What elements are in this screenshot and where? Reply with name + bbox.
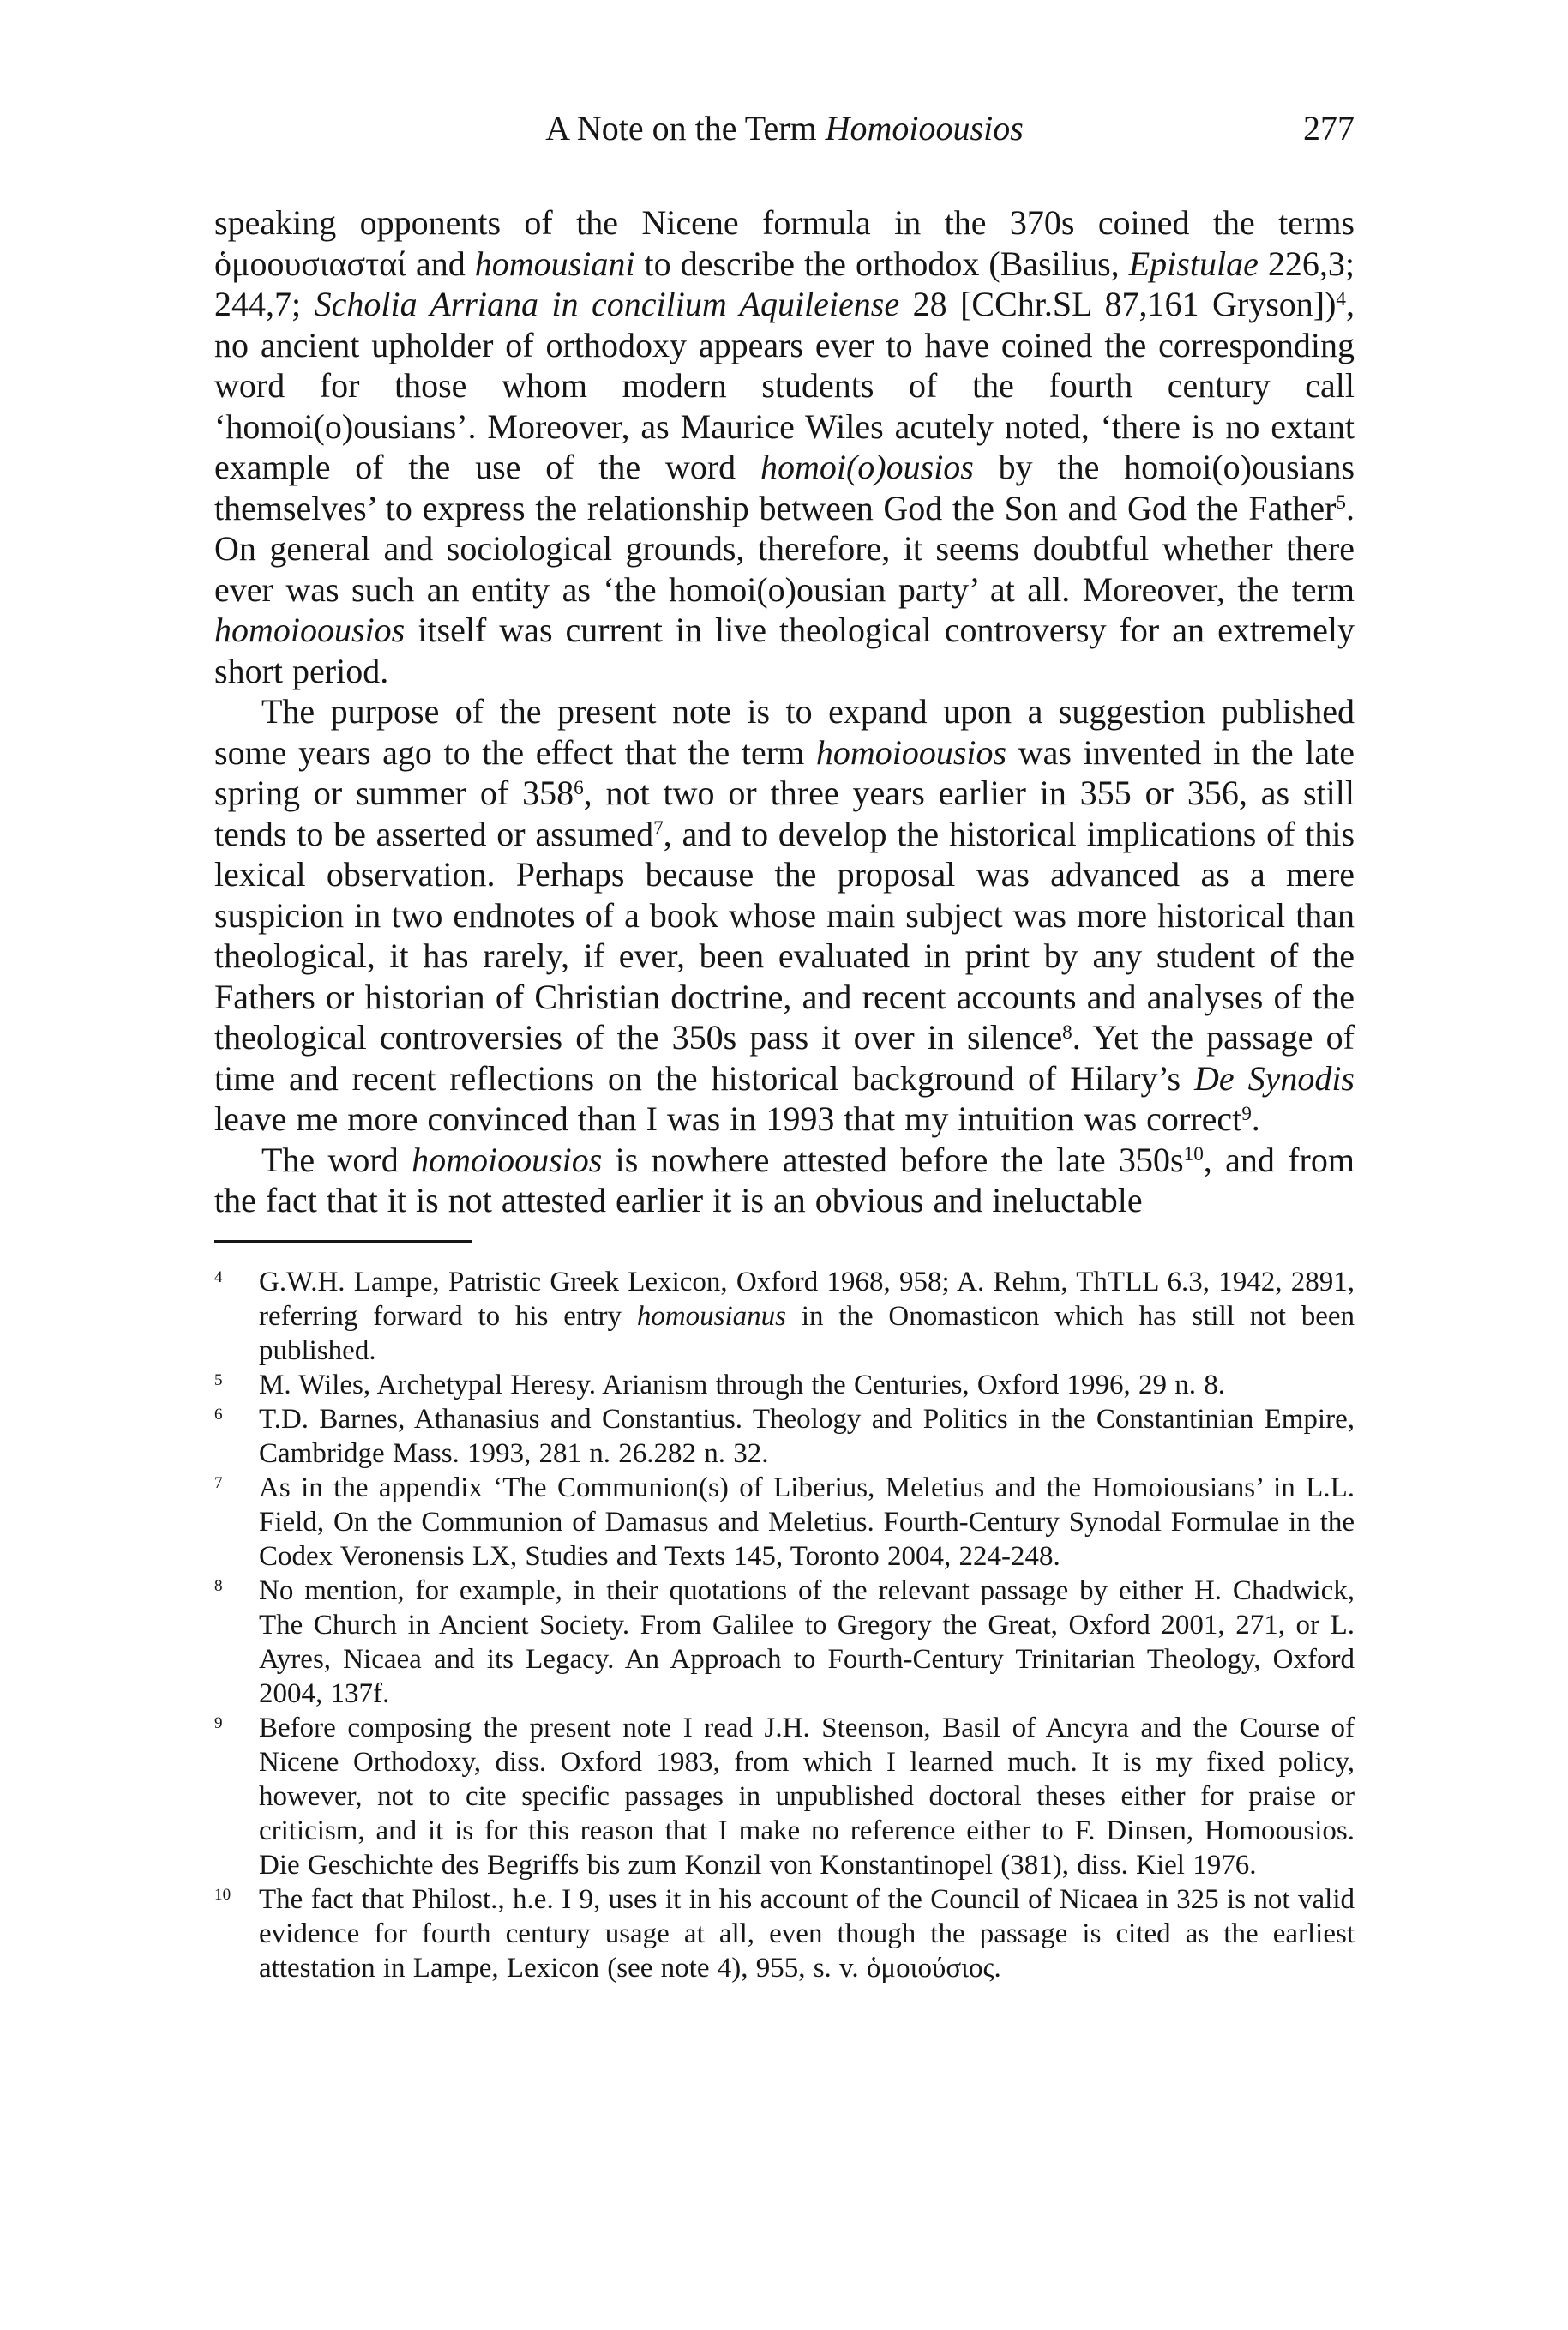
text-run: , and to develop the historical implications of this lexical observation. Perhaps because the proposal was advanced as a mere suspicion in two endnotes of a book whose main subject was more historical than theological, it has rarely, if ever, been evaluated in print by any student of the Fathers or historian of Christian doctrine, and recent accounts and analyses of the theological controversies of the 350s pass it over in silence xyxy=(214,814,1355,1057)
italic-text: homousianus xyxy=(636,1300,787,1332)
italic-text: homousiani xyxy=(474,244,635,283)
footnote-text xyxy=(259,1471,1355,1574)
italic-text: homoioousios xyxy=(214,611,406,649)
text-block xyxy=(214,108,1355,1985)
text-run: . xyxy=(1251,1099,1260,1138)
running-head xyxy=(214,108,1355,149)
text-run: No mention, for example, in their quotations of the relevant passage by either H. Chadwick, The Church in Ancient Society. From Galilee to Gregory the Great, Oxford 2001, 271, or L. Ayres, Nicaea and its Legacy. An Approach to Fourth-Century Trinitarian Theology, Oxford 2004, 137f. xyxy=(259,1574,1355,1709)
footnotes xyxy=(214,1265,1355,1985)
italic-text: De Synodis xyxy=(1194,1058,1355,1098)
text-run: , not two or three years earlier in 355 or 356, as still tends to be asserted or assumed xyxy=(214,774,1355,853)
italic-text: Scholia Arriana in concilium Aquileiense xyxy=(314,285,900,323)
footnote-number: 5 xyxy=(214,1370,223,1389)
footnote-ref: 10 xyxy=(1183,1143,1204,1166)
footnote-text xyxy=(259,1711,1355,1882)
paragraph xyxy=(214,1140,1355,1221)
footnote-ref: 8 xyxy=(1062,1021,1072,1044)
text-run: , and from the fact that it is not attested earlier it is an obvious and ineluctable xyxy=(214,1140,1355,1219)
text-run: T.D. Barnes, Athanasius and Constantius. Theology and Politics in the Constantinian Empire, Cambridge Mass. 1993, 281 n. 26.282 n. 32. xyxy=(259,1403,1355,1469)
text-run: The word xyxy=(261,1140,412,1179)
text-run: G.W.H. Lampe, Patristic Greek Lexicon, Oxford 1968, 958; A. Rehm, ThTLL 6.3, 1942, 2891, referring forward to his entry xyxy=(259,1266,1355,1332)
text-run: is nowhere attested before the late 350s xyxy=(602,1140,1184,1179)
footnote-number: 9 xyxy=(214,1713,223,1732)
footnote xyxy=(214,1265,1355,1368)
footnote-number: 6 xyxy=(214,1405,223,1424)
text-run: by the homoi(o)ousians themselves’ to express the relationship between God the Son and God the Father xyxy=(214,448,1355,527)
body-text xyxy=(214,202,1355,1221)
footnote-ref: 7 xyxy=(653,817,664,840)
text-run: As in the appendix ‘The Communion(s) of Liberius, Meletius and the Homoiousians’ in L.L. Field, On the Communion of Damasus and Meletius. Fourth-Century Synodal Formulae in the Codex Veronensis LX, Studies and Texts 145, Toronto 2004, 224-248. xyxy=(259,1472,1355,1572)
page-title xyxy=(545,109,1024,148)
text-run: Before composing the present note I read J.H. Steenson, Basil of Ancyra and the Course of Nicene Orthodoxy, diss. Oxford 1983, from which I learned much. It is my fixed policy, however, not to cite specific passages in unpublished doctoral theses either for praise or criticism, and it is for this reason that I make no reference either to F. Dinsen, Homoousios. Die Geschichte des Begriffs bis zum Konzil von Konstantinopel (381), diss. Kiel 1976. xyxy=(259,1712,1355,1881)
text-run: . On general and sociological grounds, therefore, it seems doubtful whether there ever was such an entity as ‘the homoi(o)ousian party’ at all. Moreover, the term xyxy=(214,488,1355,609)
footnote xyxy=(214,1368,1355,1402)
text-run: The purpose of the present note is to expand upon a suggestion published some years ago to the effect that the term xyxy=(214,692,1355,772)
footnote xyxy=(214,1574,1355,1711)
footnote xyxy=(214,1402,1355,1471)
text-run: to describe the orthodox (Basilius, xyxy=(634,244,1129,283)
footnote-number: 10 xyxy=(214,1885,231,1904)
italic-text: homoioousios xyxy=(815,732,1007,772)
text-run: The fact that Philost., h.e. I 9, uses it in his account of the Council of Nicaea in 325 is not valid evidence for fourth century usage at all, even though the passage is cited as the earliest attestation in Lampe, Lexicon (see note 4), 955, s. v. ὁμοιούσιος. xyxy=(259,1883,1355,1984)
footnote-number: 7 xyxy=(214,1473,223,1492)
italic-text: Epistulae xyxy=(1128,244,1259,283)
text-run: 226,3; 244,7; xyxy=(214,244,1355,323)
text-run: speaking opponents of the Nicene formula in the 370s coined the terms ὁμοουσιασταί and xyxy=(214,203,1355,283)
text-run: . Yet the passage of time and recent reflections on the historical background of Hilary’s xyxy=(214,1018,1355,1098)
text-run: 28 [CChr.SL 87,161 Gryson]) xyxy=(899,285,1337,323)
footnote-ref: 9 xyxy=(1241,1102,1252,1125)
text-run: in the Onomasticon which has still not been published. xyxy=(259,1300,1355,1366)
footnote-ref: 5 xyxy=(1336,491,1346,515)
footnote-ref: 4 xyxy=(1336,287,1347,310)
text-run: A Note on the Term xyxy=(545,109,826,148)
paragraph xyxy=(214,202,1355,691)
footnote-rule xyxy=(214,1240,472,1243)
footnote xyxy=(214,1882,1355,1985)
page-number: 277 xyxy=(1303,109,1355,148)
footnote-text xyxy=(259,1574,1355,1711)
footnote-text xyxy=(259,1402,1355,1471)
footnote-text xyxy=(259,1265,1355,1368)
text-run: , no ancient upholder of orthodoxy appears ever to have coined the corresponding word for those whom modern students of the fourth century call ‘homoi(o)ousians’. Moreover, as Maurice Wiles acutely noted, ‘there is no extant example of the use of the word xyxy=(214,285,1355,486)
italic-text: homoi(o)ousios xyxy=(760,448,974,486)
text-run: M. Wiles, Archetypal Heresy. Arianism through the Centuries, Oxford 1996, 29 n. 8. xyxy=(259,1369,1225,1400)
paragraph xyxy=(214,691,1355,1140)
footnote-ref: 6 xyxy=(574,776,584,799)
text-run: leave me more convinced than I was in 1993 that my intuition was correct xyxy=(214,1099,1242,1138)
italic-text: Homoioousios xyxy=(825,109,1024,148)
footnote-number: 4 xyxy=(214,1267,223,1286)
text-run: itself was current in live theological controversy for an extremely short period. xyxy=(214,611,1355,690)
footnote xyxy=(214,1471,1355,1574)
footnote-text xyxy=(259,1368,1355,1402)
italic-text: homoioousios xyxy=(412,1140,603,1179)
footnote xyxy=(214,1711,1355,1882)
text-run: was invented in the late spring or summer of 358 xyxy=(214,732,1355,812)
footnote-number: 8 xyxy=(214,1576,223,1595)
footnote-text xyxy=(259,1882,1355,1985)
